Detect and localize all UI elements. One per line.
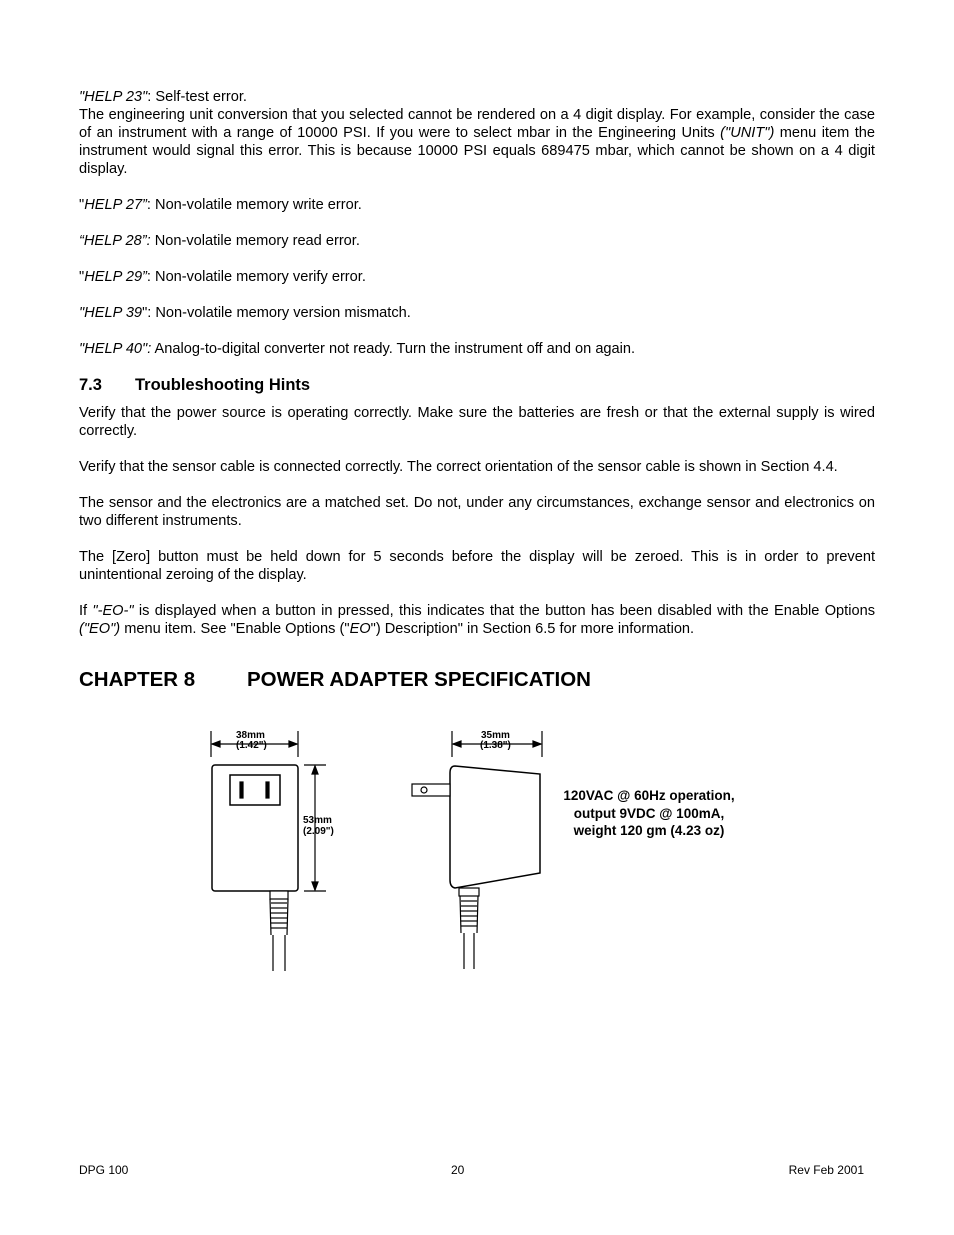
help-code: "HELP 39 [79,305,143,321]
section-title: Troubleshooting Hints [135,376,311,394]
help-description: Analog-to-digital converter not ready. Turn the instrument off and on again. [151,341,636,357]
eo-inline-code: EO [349,621,371,637]
help-code: “HELP 28”: [79,233,151,249]
hint-power: Verify that the power source is operating correctly. Make sure the batteries are fresh or that the external supply is wired correctly. [79,405,875,439]
help-28-line [79,232,875,250]
front-width-in: (1.42") [236,740,267,751]
help-code: HELP 27” [84,197,147,213]
help-23-detail-part1: The engineering unit conversion that you selected cannot be rendered on a 4 digit display. For example, consider the case of an instrument with a range of 10000 PSI. If you were to select mbar in the Engineering Units [79,107,875,141]
side-width-in: (1.38") [480,740,511,751]
spec-line-2: output 9VDC @ 100mA, [573,806,725,821]
help-23-detail [79,106,875,178]
eo-code: "-EO-" [92,603,134,619]
footer-page-number: 20 [451,1163,465,1177]
help-27-line: "HELP 27”: Non-volatile memory write error. [79,197,362,213]
hint-eo-part-b: is displayed when a button in pressed, this indicates that the button has been disabled with the Enable Options [133,603,875,619]
spec-line-3: weight 120 gm (4.23 oz) [573,823,725,838]
cable-strain-relief [270,899,288,935]
help-description: : Self-test error. [147,89,247,105]
help-40-line [79,340,875,358]
height-mm: 53mm [303,815,332,826]
side-width-mm: 35mm [481,730,510,741]
hint-eo-part-a: If [79,603,93,619]
section-number: 7.3 [79,376,102,394]
help-39-line: "HELP 39": Non-volatile memory version mismatch. [79,305,411,321]
help-description: : Non-volatile memory verify error. [146,269,366,285]
power-adapter-diagram [200,725,760,980]
help-description: : Non-volatile memory version mismatch. [147,305,411,321]
front-width-mm: 38mm [236,730,265,741]
footer-revision: Rev Feb 2001 [788,1163,864,1177]
help-23-detail-part2: menu item the instrument would signal this error. This is because 10000 PSI equals 689475 mbar, which cannot be shown on a 4 digit display. [79,125,875,177]
hint-cable: Verify that the sensor cable is connected correctly. The correct orientation of the sensor cable is shown in Section 4.4. [79,459,838,475]
help-description: Non-volatile memory read error. [150,233,360,249]
adapter-side-view [412,731,542,969]
help-29-line: "HELP 29”: Non-volatile memory verify error. [79,269,366,285]
hint-eo-part-d: ") Description" in Section 6.5 for more information. [370,621,695,637]
chapter-title: POWER ADAPTER SPECIFICATION [247,668,591,691]
unit-menu-ref: ("UNIT") [720,125,775,141]
help-code: "HELP 23" [79,89,148,105]
footer-doc-id: DPG 100 [79,1163,129,1177]
document-body [79,88,875,692]
help-code: HELP 29” [84,269,147,285]
help-23-line [79,88,875,106]
hint-matched-set: The sensor and the electronics are a matched set. Do not, under any circumstances, exchange sensor and electronics on two different instruments. [79,495,875,529]
chapter-heading [79,668,875,692]
eo-menu-ref: ("EO") [79,621,121,637]
hint-zero-button: The [Zero] button must be held down for 5 seconds before the display will be zeroed. This is in order to prevent unintentional zeroing of the display. [79,549,875,583]
hint-eo [79,602,875,638]
height-in: (2.09") [303,826,334,837]
spec-line-1: 120VAC @ 60Hz operation, [563,788,735,803]
help-code: "HELP 40": [79,341,152,357]
hint-eo-part-c: menu item. See "Enable Options (" [120,621,350,637]
chapter-number: CHAPTER 8 [79,668,196,691]
help-description: : Non-volatile memory write error. [146,197,362,213]
adapter-front-view [211,731,326,971]
section-heading [79,376,875,395]
